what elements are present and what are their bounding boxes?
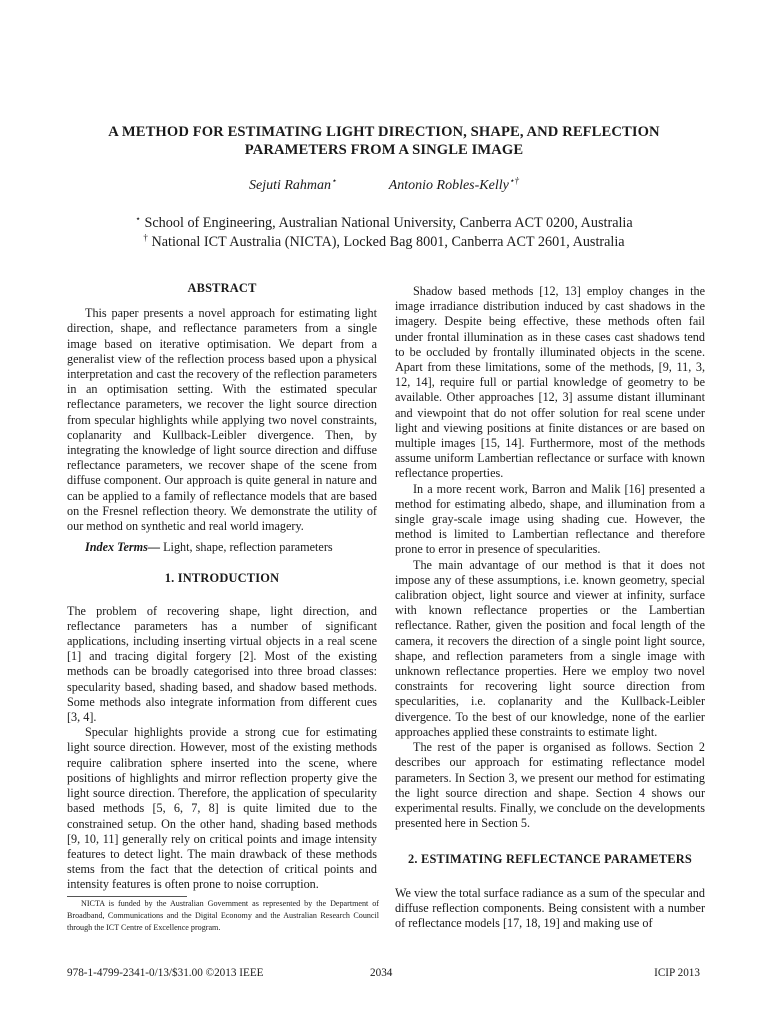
index-terms-label: Index Terms— [85, 540, 161, 555]
abstract-heading: ABSTRACT [187, 281, 257, 295]
affiliation-1-mark: ⋆ [135, 213, 141, 224]
author-2-name: Antonio Robles-Kelly [388, 178, 509, 193]
right-paragraph-4: The rest of the paper is organised as follows. Section 2 describes our approach for estimating reflectance model parameters. In Section 3, we present our method for estimating the light source direction and shape. Section 4 shows our experimental results. Finally, we conclude on the developments presented here in Section 5. [395, 740, 705, 831]
title-line-1: A METHOD FOR ESTIMATING LIGHT DIRECTION, SHAPE, AND REFLECTION [108, 124, 660, 140]
footer-page-number: 2034 [370, 967, 393, 979]
author-1-mark: ⋆ [331, 175, 337, 186]
left-column [67, 281, 377, 893]
affiliations [40, 214, 728, 251]
affiliation-1: ⋆ School of Engineering, Australian National University, Canberra ACT 0200, Australia [135, 213, 633, 231]
section-1-heading: 1. INTRODUCTION [164, 571, 280, 586]
intro-paragraph-2: Specular highlights provide a strong cue for estimating light source direction. However, most of the existing methods require calibration sphere inserted into the scene, where positions of highlights and mirror reflection property give the light source direction. Therefore, the application of specularity based methods [5, 6, 7, 8] is quite limited due to the constrained setup. On the other hand, shading based methods [9, 10, 11] generally rely on critical points and image intensity features to detect light. The main drawback of these methods stems from the fact that the detection of critical points and intensity features is often prone to noise corruption. [67, 725, 377, 892]
section-2-paragraph-1: We view the total surface radiance as a sum of the specular and diffuse reflection components. Being consistent with a number of reflectance models [17, 18, 19] and making use of [395, 885, 705, 930]
affiliation-2: † National ICT Australia (NICTA), Locked Bag 8001, Canberra ACT 2601, Australia [143, 231, 625, 250]
right-paragraph-1: Shadow based methods [12, 13] employ changes in the image irradiance distribution induced by cast shadows in the imagery. Despite being effective, these methods often fail under frontal illumination as in these cases cast shadows tend to be occluded by frontally illuminated objects in the scene. Apart from these limitations, some of the methods, [9, 11, 3, 12, 14], require full or partial knowledge of geometry to be available. Other approaches [12, 3] assume distant illuminant and viewpoint that do not offer solution for real scene under light and viewing positions at finite distances or are based on multiple images [15, 14]. Furthermore, most of the methods assume uniform Lambertian reflectance or surface with known reflectance properties. [395, 284, 705, 481]
section-2-heading: 2. ESTIMATING REFLECTANCE PARAMETERS [408, 852, 692, 867]
footnote: NICTA is funded by the Australian Government as represented by the Department of Broadband, Communications and the Digital Economy and the Australian Research Council through the ICT Centre of Excellence program. [67, 899, 379, 932]
author-list [60, 177, 708, 195]
footnote-divider [67, 896, 187, 897]
paper-title [60, 123, 708, 159]
abstract-body: This paper presents a novel approach for estimating light direction, shape, and reflectance parameters from a single image based on iterative optimisation. We depart from a generalist view of the reflection process based upon a physical interpretation and cast the recovery of the reflection parameters in an optimisation setting. With the estimated specular reflectance parameters, we recover the light source direction from specular highlights while applying two novel constraints, coplanarity and Kullback-Leibler divergence. Then, by integrating the knowledge of light source direction and diffuse reflectance parameters, we recover shape of the scene from diffuse component. Our approach is quite general in nature and can be applied to a family of reflectance models that are based on the Fresnel reflection theory. We demonstrate the utility of our method on synthetic and real world imagery. [67, 306, 377, 534]
index-terms-text: Light, shape, reflection parameters [163, 540, 333, 555]
right-column [395, 284, 705, 931]
author-1-name: Sejuti Rahman [249, 178, 332, 193]
author-2-mark: ⋆† [508, 175, 519, 186]
intro-paragraph-1: The problem of recovering shape, light direction, and reflectance parameters has a number of significant applications, including inserting virtual objects in a real scene [1] and tracing digital forgery [2]. Most of the existing methods can be broadly categorised into three broad classes: specularity based, shading based, and shadow based methods. Some methods also integrate information from different cues [3, 4]. [67, 603, 377, 725]
footer-conference: ICIP 2013 [654, 967, 700, 979]
footer-isbn: 978-1-4799-2341-0/13/$31.00 ©2013 IEEE [67, 967, 264, 979]
index-terms [67, 540, 377, 555]
right-paragraph-2: In a more recent work, Barron and Malik [16] presented a method for estimating albedo, shape, and illumination from a single gray-scale image using shading cue. However, the method is limited to Lambertian reflectance and therefore prone to error in presence of specularities. [395, 481, 705, 557]
affiliation-2-mark: † [143, 231, 148, 242]
title-line-2: PARAMETERS FROM A SINGLE IMAGE [244, 142, 524, 158]
right-paragraph-3: The main advantage of our method is that it does not impose any of these assumptions, i.e. known geometry, special calibration object, light source and viewer at infinity, surface with known reflectance properties or the Lambertian reflectance. Rather, given the position and focal length of the camera, it recovers the direction of a single point light source, shape, and reflection parameters from a single image with unknown reflectance properties. Here we employ two novel constraints for recovering light source direction from specularities, i.e. coplanarity and the Kullback-Leibler divergence. To the best of our knowledge, none of the earlier approaches applied these constraints to estimate light. [395, 557, 705, 739]
